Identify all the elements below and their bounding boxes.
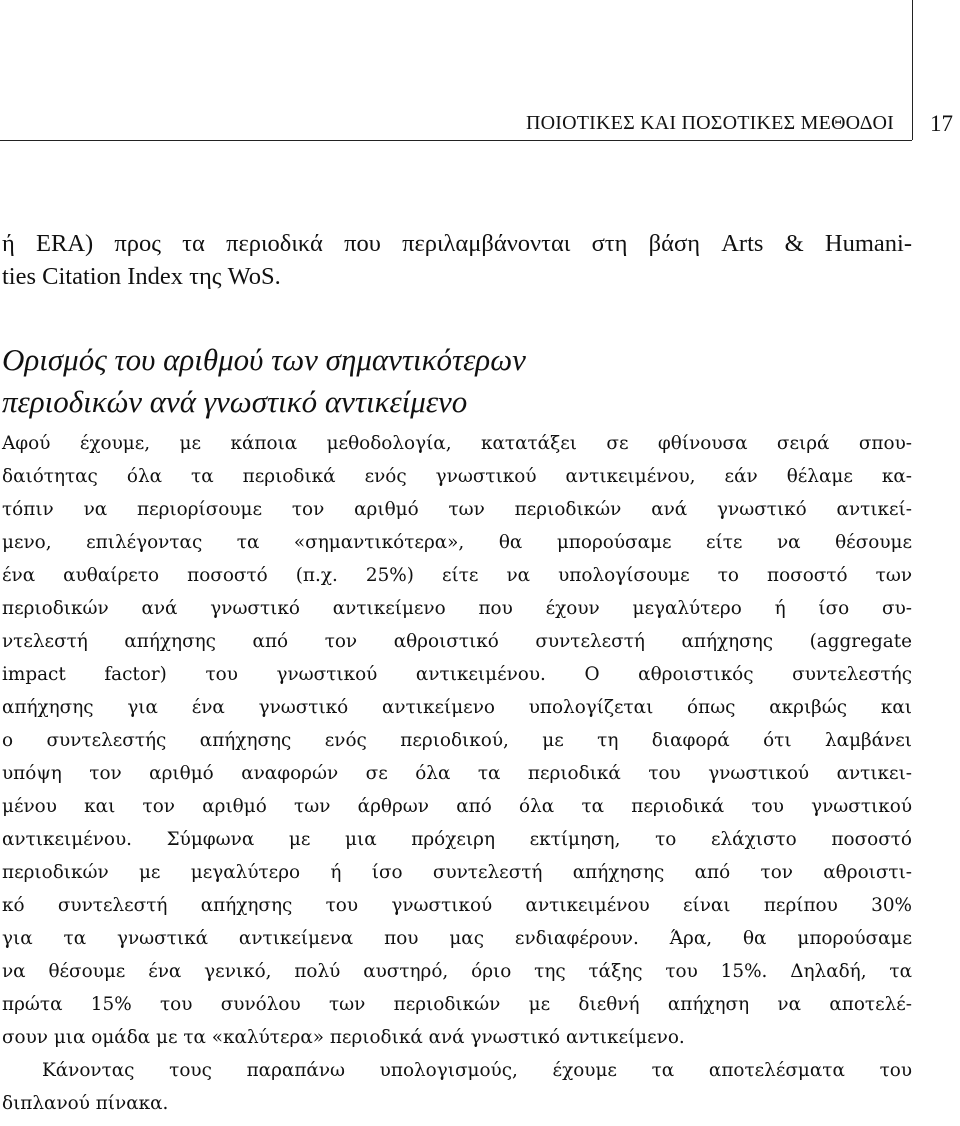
text-line: Αφού έχουμε, με κάποια μεθοδολογία, κατατάξει σε φθίνουσα σειρά σπου-	[2, 433, 912, 454]
intro-text	[2, 227, 912, 293]
heading-line: περιοδικών ανά γνωστικό αντικείμενο	[2, 384, 468, 419]
heading-line: Ορισμός του αριθμού των σημαντικότερων	[2, 342, 526, 377]
text-line: ties Citation Index της WoS.	[2, 263, 281, 290]
section-heading	[2, 339, 912, 423]
text-line: υπόψη τον αριθμό αναφορών σε όλα τα περιοδικά του γνωστικού αντικει-	[2, 763, 912, 784]
body-paragraph	[2, 427, 912, 1120]
page-number: 17	[930, 111, 953, 136]
text-line: ντελεστή απήχησης από τον αθροιστικό συντελεστή απήχησης (aggregate	[2, 631, 912, 652]
text-line: ο συντελεστής απήχησης ενός περιοδικού, με τη διαφορά ότι λαμβάνει	[2, 730, 912, 751]
text-line: για τα γνωστικά αντικείμενα που μας ενδιαφέρουν. Άρα, θα μπορούσαμε	[2, 928, 912, 949]
text-line: κό συντελεστή απήχησης του γνωστικού αντικειμένου είναι περίπου 30%	[2, 895, 912, 916]
text-line: μένου και τον αριθμό των άρθρων από όλα τα περιοδικά του γνωστικού	[2, 796, 912, 817]
text-line: ή ERA) προς τα περιοδικά που περιλαμβάνονται στη βάση Arts & Humani-	[2, 230, 912, 257]
text-line: αντικειμένου. Σύμφωνα με μια πρόχειρη εκτίμηση, το ελάχιστο ποσοστό	[2, 829, 912, 850]
text-line: Κάνοντας τους παραπάνω υπολογισμούς, έχουμε τα αποτελέσματα του	[42, 1060, 912, 1081]
text-line: impact factor) του γνωστικού αντικειμένου. Ο αθροιστικός συντελεστής	[2, 664, 912, 685]
text-line: μενο, επιλέγοντας τα «σημαντικότερα», θα μπορούσαμε είτε να θέσουμε	[2, 532, 912, 553]
text-line: σουν μια ομάδα με τα «καλύτερα» περιοδικά ανά γνωστικό αντικείμενο.	[2, 1027, 685, 1048]
running-header	[0, 108, 912, 141]
text-line: απήχησης για ένα γνωστικό αντικείμενο υπολογίζεται όπως ακριβώς και	[2, 697, 912, 718]
text-line: πρώτα 15% του συνόλου των περιοδικών με διεθνή απήχηση να αποτελέ-	[2, 994, 912, 1015]
text-line: περιοδικών με μεγαλύτερο ή ίσο συντελεστή απήχησης από τον αθροιστι-	[2, 862, 912, 883]
text-line: διπλανού πίνακα.	[2, 1093, 169, 1114]
text-line: ένα αυθαίρετο ποσοστό (π.χ. 25%) είτε να υπολογίσουμε το ποσοστό των	[2, 565, 912, 586]
text-line: τόπιν να περιορίσουμε τον αριθμό των περιοδικών ανά γνωστικό αντικεί-	[2, 499, 912, 520]
vertical-rule	[912, 0, 913, 140]
running-title: ΠΟΙΟΤΙΚΕΣ ΚΑΙ ΠΟΣΟΤΙΚΕΣ ΜΕΘΟΔΟΙ	[525, 112, 894, 134]
text-line: δαιότητας όλα τα περιοδικά ενός γνωστικού αντικειμένου, εάν θέλαμε κα-	[2, 466, 912, 487]
text-line: να θέσουμε ένα γενικό, πολύ αυστηρό, όριο της τάξης του 15%. Δηλαδή, τα	[2, 961, 912, 982]
text-line: περιοδικών ανά γνωστικό αντικείμενο που έχουν μεγαλύτερο ή ίσο συ-	[2, 598, 912, 619]
